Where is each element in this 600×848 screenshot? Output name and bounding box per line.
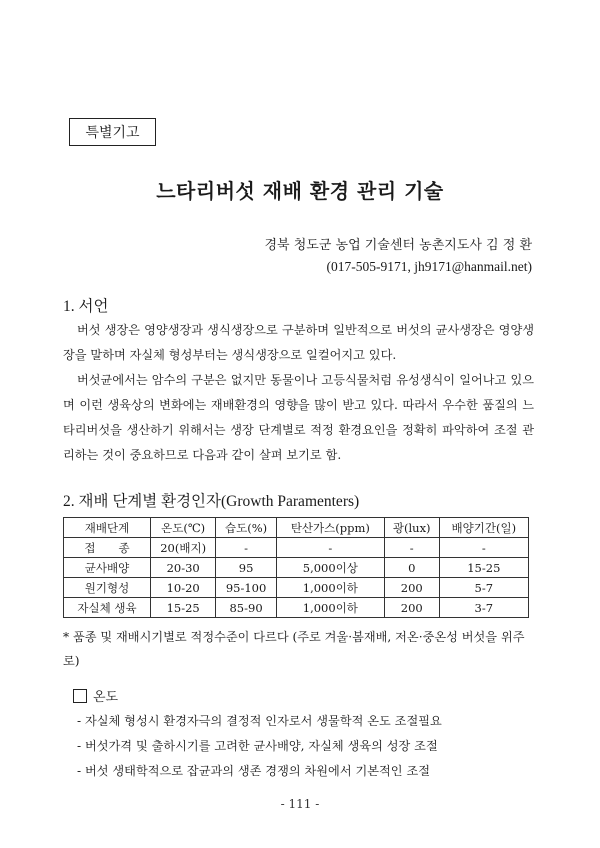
table-row (64, 578, 529, 598)
table-cell: 95 (216, 558, 277, 578)
table-footnote: * 품종 및 재배시기별로 적정수준이 다르다 (주로 겨울·봄재배, 저온·중온성 버섯을 위주로) (63, 630, 525, 668)
table-cell: 3-7 (439, 598, 528, 618)
author-contact: (017-505-9171, jh9171@hanmail.net) (326, 259, 532, 274)
table-cell: 200 (384, 598, 439, 618)
table-cell: 원기형성 (64, 578, 151, 598)
column-header: 광(lux) (384, 518, 439, 538)
table-row (64, 538, 529, 558)
paragraph: 버섯균에서는 암수의 구분은 없지만 동물이나 고등식물처럼 유성생식이 일어나고 있으며 이런 생육상의 변화에는 재배환경의 영향을 많이 받고 있다. 따라서 우수한 품질의 느타리버섯을 생산하기 위해서는 생장 단계별로 적정 환경요인을 정확히 파악하여 조절 관리하는 것이 중요하므로 다음과 같이 살펴 보기로 함. (63, 373, 534, 462)
growth-parameters-table (63, 517, 529, 618)
table-cell: 20-30 (151, 558, 216, 578)
table-cell: 균사배양 (64, 558, 151, 578)
paragraph: 버섯 생장은 영양생장과 생식생장으로 구분하며 일반적으로 버섯의 균사생장은 영양생장을 말하며 자실체 형성부터는 생식생장으로 일컬어지고 있다. (63, 323, 534, 362)
author-line: 경북 청도군 농업 기술센터 농촌지도사 김 정 환 (264, 238, 532, 253)
page-number: - 111 - (280, 797, 320, 811)
table-cell: 5,000이상 (276, 558, 384, 578)
table-cell: 10-20 (151, 578, 216, 598)
table-cell: - (439, 538, 528, 558)
table-cell: 1,000이하 (276, 598, 384, 618)
table-cell: 200 (384, 578, 439, 598)
column-header: 재배단계 (64, 518, 151, 538)
table-cell: - (216, 538, 277, 558)
checkbox-icon (73, 689, 87, 703)
table-cell: 20(배지) (151, 538, 216, 558)
table-cell: 0 (384, 558, 439, 578)
table-cell: 1,000이하 (276, 578, 384, 598)
table-row (64, 558, 529, 578)
list-item: - 버섯 생태학적으로 잡균과의 생존 경쟁의 차원에서 기본적인 조절 (77, 764, 430, 778)
table-cell: 15-25 (151, 598, 216, 618)
table-cell: 85-90 (216, 598, 277, 618)
table-cell: 15-25 (439, 558, 528, 578)
column-header: 탄산가스(ppm) (276, 518, 384, 538)
article-title: 느타리버섯 재배 환경 관리 기술 (156, 179, 444, 203)
table-cell: 자실체 생육 (64, 598, 151, 618)
temperature-list (77, 709, 442, 784)
list-item: - 버섯가격 및 출하시기를 고려한 균사배양, 자실체 생육의 성장 조절 (77, 739, 438, 753)
column-header: 배양기간(일) (439, 518, 528, 538)
temperature-heading (73, 686, 118, 705)
column-header: 온도(℃) (151, 518, 216, 538)
table-cell: 95-100 (216, 578, 277, 598)
table-cell: - (276, 538, 384, 558)
section-1-heading: 1. 서언 (63, 298, 109, 315)
special-contribution-badge: 특별기고 (69, 118, 156, 146)
table-cell: 접 종 (64, 538, 151, 558)
temperature-heading-label: 온도 (93, 690, 119, 705)
section-2-heading: 2. 재배 단계별 환경인자(Growth Paramenters) (63, 493, 360, 510)
list-item: - 자실체 형성시 환경자극의 결정적 인자로서 생물학적 온도 조절필요 (77, 714, 442, 728)
table-header-row (64, 518, 529, 538)
table-cell: - (384, 538, 439, 558)
table-cell: 5-7 (439, 578, 528, 598)
column-header: 습도(%) (216, 518, 277, 538)
section-1-body (63, 318, 534, 468)
table-row (64, 598, 529, 618)
